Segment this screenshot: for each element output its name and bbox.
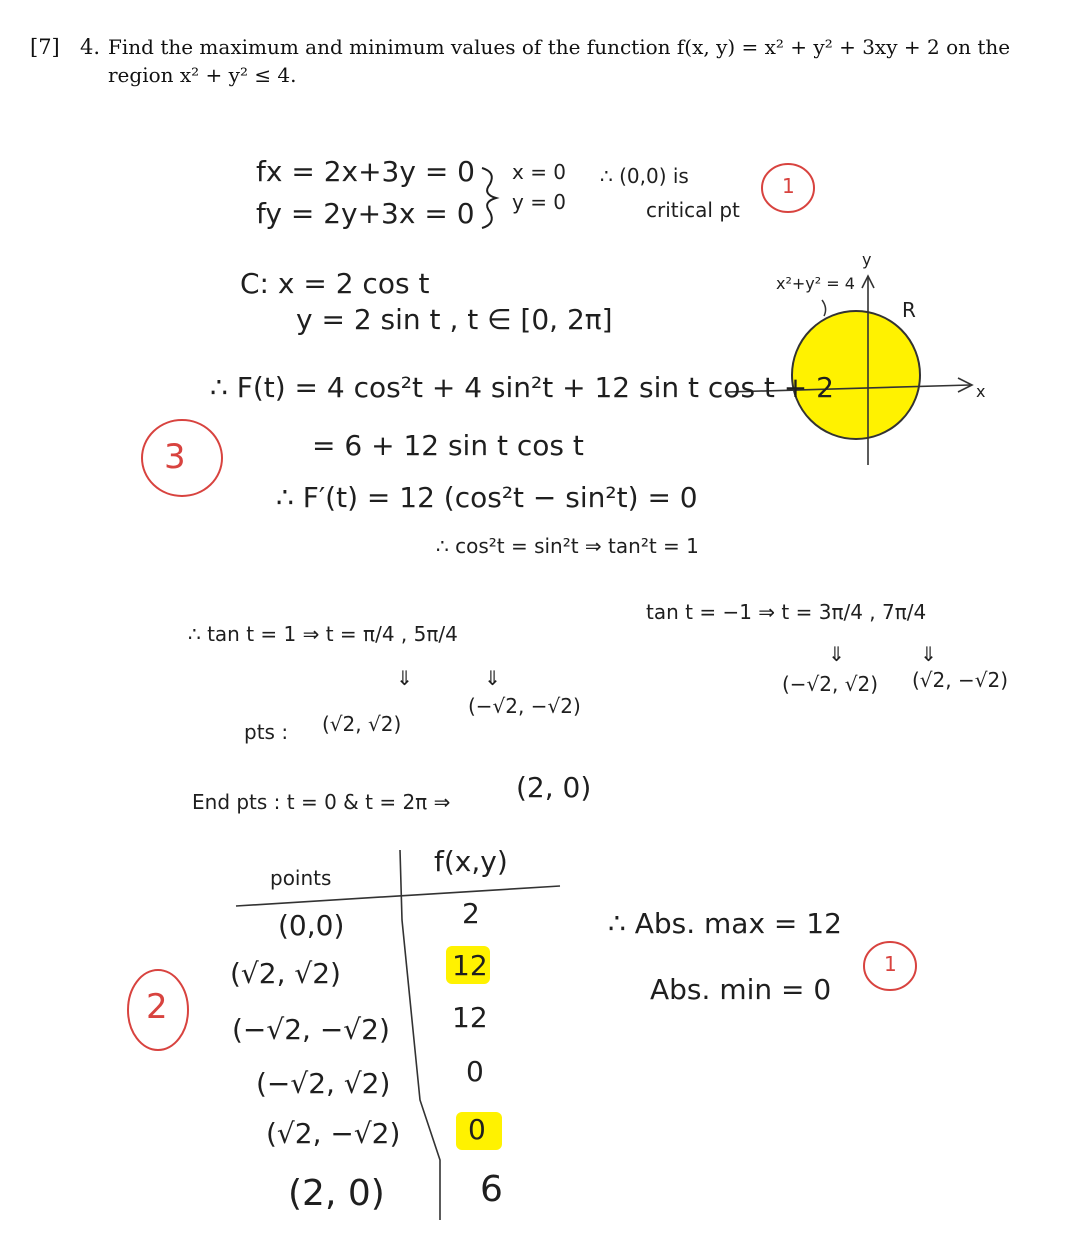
down-arrow-3: ⇓ xyxy=(828,642,845,666)
circle-equation-label: x²+y² = 4 xyxy=(776,274,855,293)
region-label: R xyxy=(902,298,916,322)
param-x: C: x = 2 cos t xyxy=(240,267,430,300)
table-value-cell: 12 xyxy=(452,949,488,982)
point-negsqrt2-sqrt2: (−√2, √2) xyxy=(782,672,879,696)
table-point-cell: (−√2, √2) xyxy=(256,1067,391,1100)
down-arrow-2: ⇓ xyxy=(484,666,501,690)
brace-mark xyxy=(482,168,496,228)
endpoint-value: (2, 0) xyxy=(516,771,592,804)
table-column-rule xyxy=(400,850,440,1220)
x-zero: x = 0 xyxy=(512,160,567,184)
table-header-points: points xyxy=(270,866,332,890)
table-point-cell: (−√2, −√2) xyxy=(232,1013,390,1046)
table-value-cell: 0 xyxy=(466,1055,484,1088)
table-point-cell: (0,0) xyxy=(278,909,345,942)
param-y: y = 2 sin t , t ∈ [0, 2π] xyxy=(296,303,613,336)
pointer-mark xyxy=(822,300,826,316)
fx-equation: fx = 2x+3y = 0 xyxy=(256,155,475,188)
point-sqrt2-sqrt2: (√2, √2) xyxy=(322,712,402,736)
problem-marks: [7] xyxy=(30,35,60,59)
critical-point-note-2: critical pt xyxy=(646,198,740,222)
down-arrow-4: ⇓ xyxy=(920,642,937,666)
abs-min: Abs. min = 0 xyxy=(650,973,832,1006)
table-value-cell: 12 xyxy=(452,1001,488,1034)
down-arrow-1: ⇓ xyxy=(396,666,413,690)
score-3: 3 xyxy=(164,437,186,477)
y-zero: y = 0 xyxy=(512,190,567,214)
F-derivative: ∴ F′(t) = 12 (cos²t − sin²t) = 0 xyxy=(276,481,698,514)
problem-statement-line2: region x² + y² ≤ 4. xyxy=(108,63,297,87)
table-value-cell: 0 xyxy=(468,1113,486,1146)
score-1-bottom: 1 xyxy=(884,952,897,976)
abs-max: ∴ Abs. max = 12 xyxy=(608,907,842,940)
table-point-cell: (√2, √2) xyxy=(230,957,341,990)
critical-point-note: ∴ (0,0) is xyxy=(600,164,689,188)
problem-number: 4. xyxy=(80,35,101,59)
F-simplified: = 6 + 12 sin t cos t xyxy=(312,429,584,462)
table-value-cell: 2 xyxy=(462,897,480,930)
table-value-cell: 6 xyxy=(480,1169,503,1210)
tan-positive: ∴ tan t = 1 ⇒ t = π/4 , 5π/4 xyxy=(188,622,458,646)
tan-negative: tan t = −1 ⇒ t = 3π/4 , 7π/4 xyxy=(646,600,927,624)
table-point-cell: (√2, −√2) xyxy=(266,1117,401,1150)
x-axis-label: x xyxy=(976,382,986,401)
pts-label: pts : xyxy=(244,720,289,744)
point-negsqrt2-negsqrt2: (−√2, −√2) xyxy=(468,694,581,718)
score-2: 2 xyxy=(146,987,168,1027)
point-sqrt2-negsqrt2: (√2, −√2) xyxy=(912,668,1009,692)
fy-equation: fy = 2y+3x = 0 xyxy=(256,197,475,230)
score-1-top: 1 xyxy=(782,174,795,198)
table-header-f: f(x,y) xyxy=(434,845,508,878)
cos-sin-equality: ∴ cos²t = sin²t ⇒ tan²t = 1 xyxy=(436,534,699,558)
table-point-cell: (2, 0) xyxy=(288,1173,385,1214)
problem-statement-line1: Find the maximum and minimum values of the function f(x, y) = x² + y² + 3xy + 2 on the xyxy=(108,35,1011,59)
y-axis-label: y xyxy=(862,250,872,269)
endpoints-note: End pts : t = 0 & t = 2π ⇒ xyxy=(192,790,451,814)
F-definition: ∴ F(t) = 4 cos²t + 4 sin²t + 12 sin t cos t + 2 xyxy=(210,371,834,404)
